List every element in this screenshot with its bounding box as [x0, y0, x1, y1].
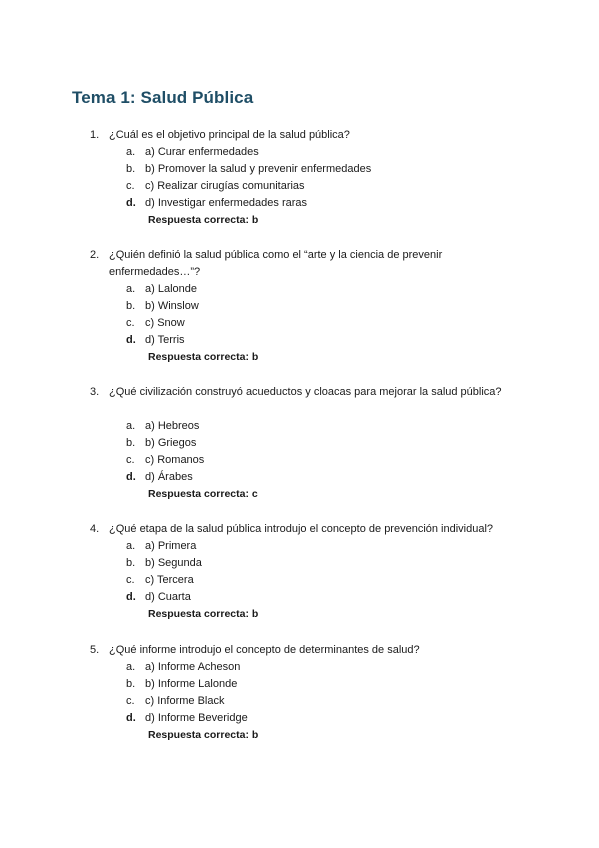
- question-number: 5.: [90, 644, 100, 656]
- option-letter: c.: [126, 180, 135, 192]
- option-text: b) Segunda: [145, 557, 202, 569]
- option-text: c) Informe Black: [145, 695, 225, 707]
- option-text: b) Promover la salud y prevenir enfermedades: [145, 163, 372, 175]
- option-letter: d.: [126, 471, 136, 483]
- option-text: b) Griegos: [145, 437, 197, 449]
- option-text: b) Winslow: [145, 300, 199, 312]
- option-letter: a.: [126, 146, 136, 158]
- option-text: d) Terris: [145, 334, 185, 346]
- option-letter: c.: [126, 695, 135, 707]
- option-text: a) Lalonde: [145, 283, 197, 295]
- option-text: d) Cuarta: [145, 591, 191, 603]
- correct-answer: Respuesta correcta: b: [148, 729, 259, 741]
- option-letter: c.: [126, 574, 135, 586]
- option-letter: d.: [126, 712, 136, 724]
- option-text: c) Tercera: [145, 574, 194, 586]
- option-letter: a.: [126, 540, 136, 552]
- question-number: 4.: [90, 523, 100, 535]
- option-letter: b.: [126, 163, 136, 175]
- option-letter: d.: [126, 334, 136, 346]
- question-number: 1.: [90, 129, 100, 141]
- option-letter: d.: [126, 591, 136, 603]
- option-text: b) Informe Lalonde: [145, 678, 238, 690]
- correct-answer: Respuesta correcta: c: [148, 488, 258, 500]
- option-text: a) Primera: [145, 540, 197, 552]
- option-letter: c.: [126, 317, 135, 329]
- option-text: d) Informe Beveridge: [145, 712, 248, 724]
- option-text: c) Snow: [145, 317, 185, 329]
- question-number: 3.: [90, 386, 100, 398]
- option-letter: b.: [126, 437, 136, 449]
- correct-answer: Respuesta correcta: b: [148, 351, 259, 363]
- question-text: ¿Qué informe introdujo el concepto de determinantes de salud?: [109, 644, 420, 656]
- option-text: d) Árabes: [145, 471, 193, 483]
- option-letter: d.: [126, 197, 136, 209]
- option-text: d) Investigar enfermedades raras: [145, 197, 308, 209]
- page-title: Tema 1: Salud Pública: [72, 88, 254, 107]
- question-text: ¿Qué civilización construyó acueductos y cloacas para mejorar la salud pública?: [109, 386, 502, 398]
- question-text: ¿Quién definió la salud pública como el “arte y la ciencia de prevenir enfermedades…”?: [109, 249, 443, 278]
- option-letter: b.: [126, 557, 136, 569]
- option-letter: a.: [126, 661, 136, 673]
- option-text: a) Curar enfermedades: [145, 146, 259, 158]
- question-number: 2.: [90, 249, 100, 261]
- option-letter: b.: [126, 300, 136, 312]
- option-letter: b.: [126, 678, 136, 690]
- option-letter: a.: [126, 283, 136, 295]
- question-text: ¿Qué etapa de la salud pública introdujo el concepto de prevención individual?: [109, 523, 494, 535]
- option-letter: a.: [126, 420, 136, 432]
- option-text: a) Informe Acheson: [145, 661, 241, 673]
- correct-answer: Respuesta correcta: b: [148, 214, 259, 226]
- question-text: ¿Cuál es el objetivo principal de la salud pública?: [109, 129, 350, 141]
- option-text: c) Romanos: [145, 454, 205, 466]
- correct-answer: Respuesta correcta: b: [148, 608, 259, 620]
- option-letter: c.: [126, 454, 135, 466]
- option-text: c) Realizar cirugías comunitarias: [145, 180, 305, 192]
- option-text: a) Hebreos: [145, 420, 200, 432]
